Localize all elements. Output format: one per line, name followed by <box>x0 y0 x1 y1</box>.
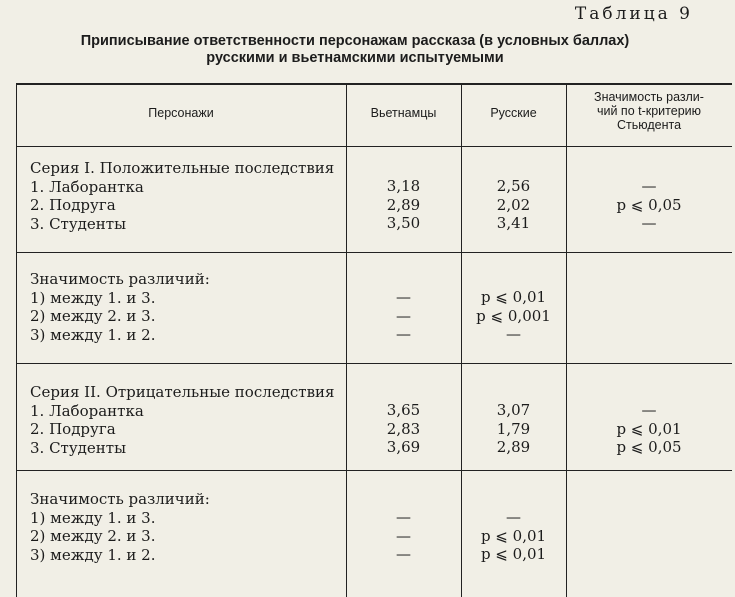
value-cell: — <box>506 325 521 343</box>
value-cell: — <box>396 508 411 526</box>
row-name: 3. Студенты <box>30 438 127 457</box>
header-vietnamese: Вьетнамцы <box>370 106 437 120</box>
value-cell: — <box>396 325 411 343</box>
series1-viet-col <box>346 177 461 233</box>
value-cell: p ⩽ 0,01 <box>480 288 547 306</box>
header-divider <box>16 146 732 147</box>
value-cell: 3,07 <box>496 401 531 419</box>
value-cell: 2,83 <box>386 419 421 438</box>
header-significance <box>566 90 732 132</box>
row-name: 1. Лаборантка <box>30 177 144 196</box>
value-cell: — <box>396 526 411 545</box>
diff2-rus-col <box>461 508 566 564</box>
series1-sig-col <box>566 177 732 233</box>
row-name: 2. Подруга <box>30 196 116 214</box>
sig-cell: — <box>641 177 657 195</box>
diff1-title: Значимость различий: <box>30 270 210 288</box>
value-cell: p ⩽ 0,01 <box>480 545 547 563</box>
row-name: 1. Лаборантка <box>30 401 144 420</box>
section-divider <box>16 470 732 471</box>
sig-cell: — <box>641 214 657 232</box>
caption-line-2: русскими и вьетнамскими испытуемыми <box>206 50 504 66</box>
sig-cell: p ⩽ 0,05 <box>616 438 682 456</box>
row-name: 3) между 1. и 2. <box>30 545 156 564</box>
value-cell: 2,89 <box>496 438 531 456</box>
series2-viet-col <box>346 401 461 457</box>
value-cell: 3,41 <box>496 214 531 232</box>
value-cell: 3,18 <box>386 177 421 195</box>
column-divider <box>566 83 567 597</box>
row-name: 2) между 2. и 3. <box>30 527 156 545</box>
section-divider <box>16 363 732 364</box>
table-number: Таблица 9 <box>574 4 693 24</box>
row-name: 1) между 1. и 3. <box>30 288 156 307</box>
row-name: 1) между 1. и 3. <box>30 508 156 527</box>
value-cell: 3,50 <box>386 214 421 232</box>
header-significance-line1: Значимость разли- <box>594 90 704 104</box>
value-cell: — <box>396 288 411 306</box>
value-cell: — <box>396 545 411 563</box>
series1-title: Серия I. Положительные последствия <box>30 159 335 177</box>
series2-title: Серия II. Отрицательные последствия <box>30 383 335 401</box>
diff2-title: Значимость различий: <box>30 490 210 508</box>
sig-cell: — <box>641 401 657 419</box>
row-name: 3. Студенты <box>30 214 127 233</box>
value-cell: 1,79 <box>496 419 531 438</box>
section-divider <box>16 252 732 253</box>
header-significance-line3: Стьюдента <box>616 118 682 132</box>
header-significance-line2: чий по t-критерию <box>596 104 702 118</box>
row-name: 2) между 2. и 3. <box>30 307 156 325</box>
table-caption <box>40 33 670 67</box>
series1-block <box>30 159 334 233</box>
value-cell: 2,02 <box>496 195 531 214</box>
sig-cell: p ⩽ 0,01 <box>616 419 682 438</box>
value-cell: 3,65 <box>386 401 421 419</box>
value-cell: 2,56 <box>496 177 531 195</box>
header-russians: Русские <box>490 106 537 120</box>
diff2-viet-col <box>346 508 461 564</box>
value-cell: p ⩽ 0,01 <box>480 526 547 545</box>
series2-rus-col <box>461 401 566 457</box>
diff1-block <box>30 270 210 344</box>
diff2-block <box>30 490 210 564</box>
row-name: 3) между 1. и 2. <box>30 325 156 344</box>
diff1-viet-col <box>346 288 461 344</box>
series1-rus-col <box>461 177 566 233</box>
header-characters: Персонажи <box>148 106 214 120</box>
value-cell: 2,89 <box>386 195 421 214</box>
sig-cell: p ⩽ 0,05 <box>616 195 682 214</box>
series2-block <box>30 383 334 457</box>
value-cell: p ⩽ 0,001 <box>476 306 551 325</box>
value-cell: — <box>506 508 521 526</box>
value-cell: 3,69 <box>386 438 421 456</box>
row-name: 2. Подруга <box>30 420 116 438</box>
diff1-rus-col <box>461 288 566 344</box>
caption-line-1: Приписывание ответственности персонажам рассказа (в условных баллах) <box>80 33 630 49</box>
value-cell: — <box>396 306 411 325</box>
series2-sig-col <box>566 401 732 457</box>
